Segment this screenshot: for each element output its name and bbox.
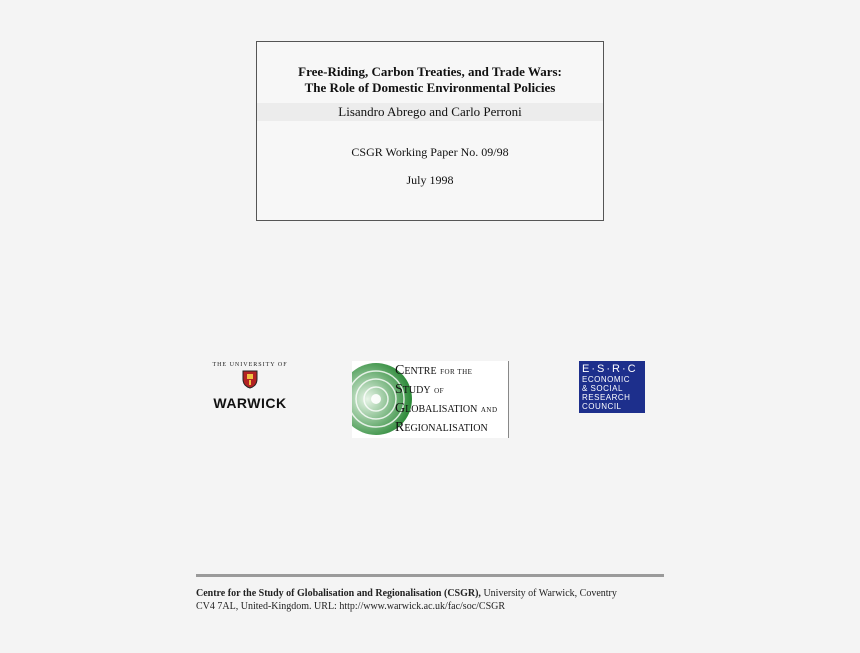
- csgr-line-study: STUDY OF: [395, 382, 445, 397]
- esrc-logo: [579, 361, 645, 413]
- csgr-line-centre: CENTRE FOR THE: [395, 363, 473, 378]
- footer-centre-name: Centre for the Study of Globalisation and Regionalisation (CSGR),: [196, 588, 481, 599]
- footer-divider: [196, 574, 664, 577]
- paper-title-line-1: Free-Riding, Carbon Treaties, and Trade Wars:: [298, 64, 562, 79]
- warwick-arc-text: THE UNIVERSITY OF: [212, 362, 288, 368]
- publication-date: July 1998: [406, 173, 454, 187]
- csgr-line-globalisation: GLOBALISATION AND: [395, 401, 498, 416]
- paper-title-line-2: The Role of Domestic Environmental Policies: [304, 80, 556, 95]
- esrc-line-1: ECONOMIC: [582, 375, 630, 384]
- warwick-wordmark: WARWICK: [213, 395, 287, 411]
- working-paper-number: CSGR Working Paper No. 09/98: [351, 145, 509, 159]
- footer-address: [196, 587, 664, 613]
- footer-university: University of Warwick, Coventry: [480, 588, 617, 599]
- esrc-line-4: COUNCIL: [582, 402, 622, 411]
- csgr-logo: [352, 361, 509, 438]
- title-box: [256, 41, 604, 221]
- warwick-logo: [208, 362, 292, 418]
- footer-postcode-url: CV4 7AL, United-Kingdom. URL: http://www.warwick.ac.uk/fac/soc/CSGR: [196, 601, 506, 612]
- csgr-line-regionalisation: REGIONALISATION: [395, 420, 488, 435]
- crest-icon: [241, 369, 259, 389]
- esrc-line-3: RESEARCH: [582, 393, 631, 402]
- authors: Lisandro Abrego and Carlo Perroni: [257, 103, 603, 121]
- esrc-line-2: & SOCIAL: [582, 384, 623, 393]
- esrc-acronym: E·S·R·C: [582, 363, 638, 375]
